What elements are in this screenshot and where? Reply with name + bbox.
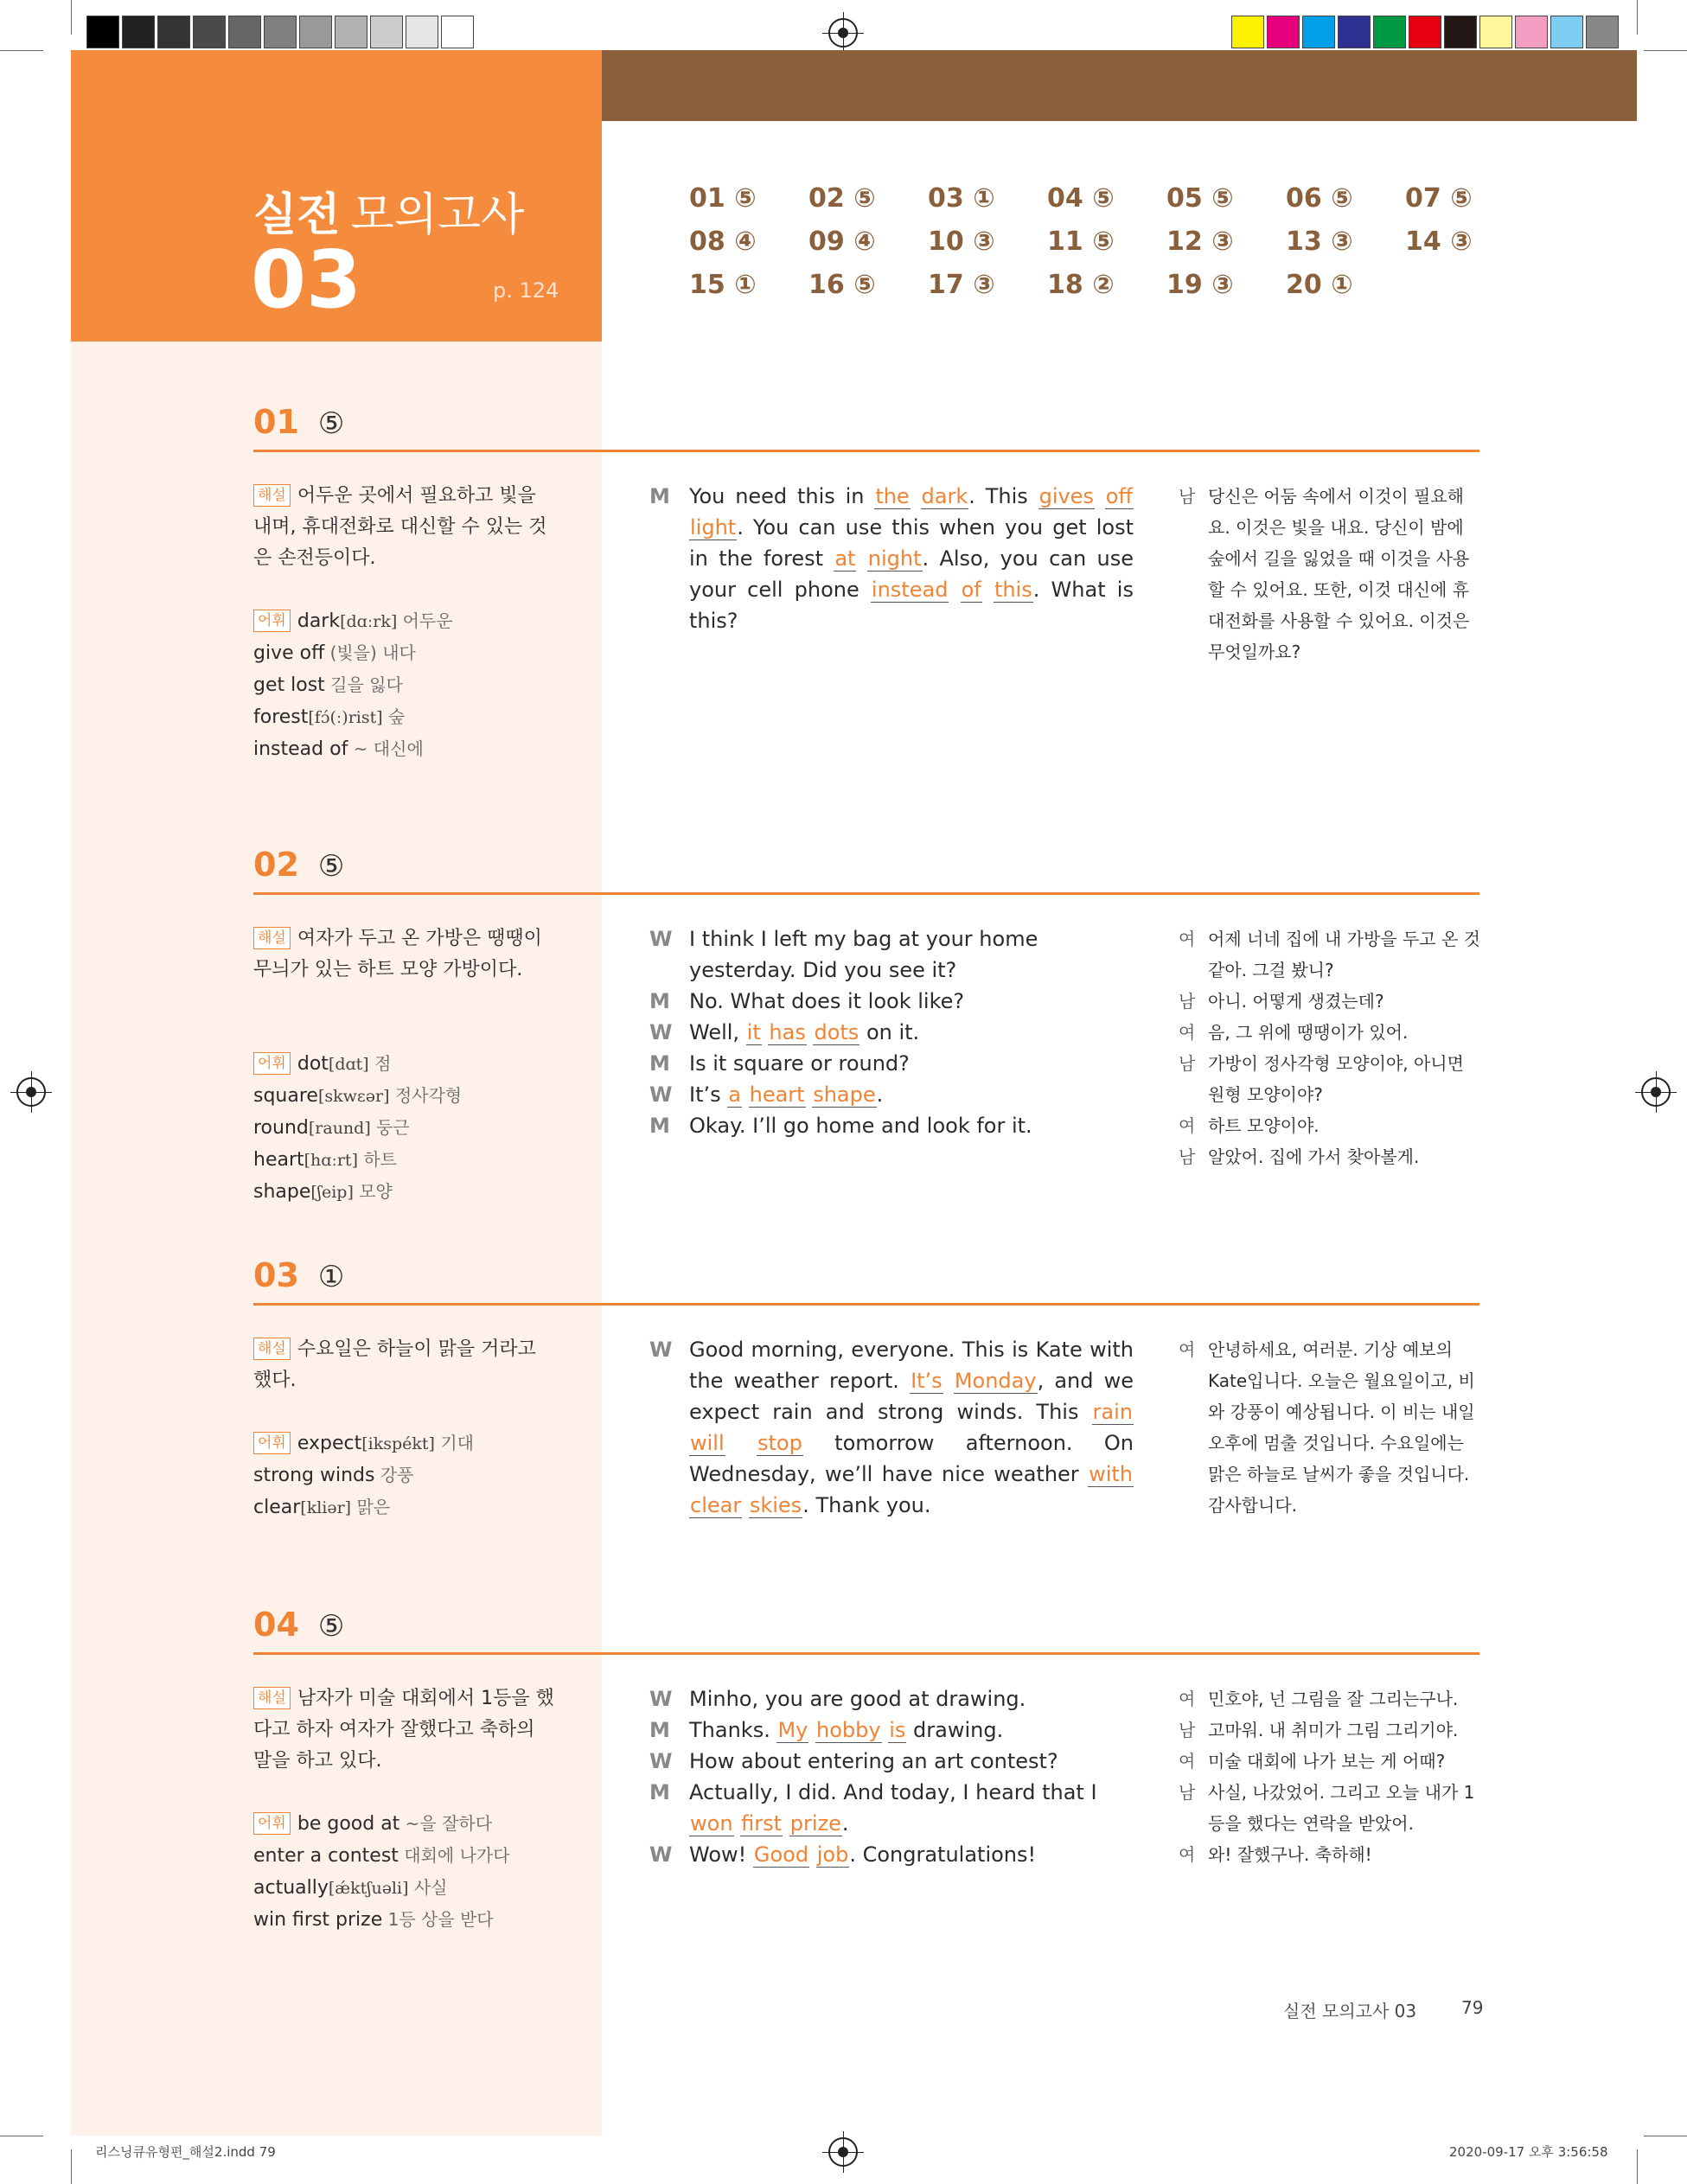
answer-choice: ⑤ [317, 1609, 345, 1644]
vocabulary-list [253, 1048, 582, 1208]
fill-in-blank: a [728, 1082, 741, 1107]
script-line: W How about entering an art contest? [649, 1746, 1134, 1777]
translation-line: 여 하트 모양이야. [1179, 1110, 1481, 1141]
crop-mark [0, 50, 43, 51]
fill-in-blank: skies [749, 1493, 802, 1517]
footer-section: 실전 모의고사 03 [1283, 2001, 1417, 2021]
korean-meaning: ~ 대신에 [348, 738, 424, 759]
explanation-tag: 해설 [253, 1687, 291, 1709]
script-line: W It’s a heart shape. [649, 1079, 1134, 1110]
registration-mark-right [1641, 1077, 1671, 1107]
vocab-item: 어휘 be good at ~을 잘하다 [253, 1808, 582, 1840]
vocab-item: shape[ʃeip] 모양 [253, 1181, 393, 1203]
answer-item: 17 ③ [928, 270, 995, 300]
vocabulary-list [253, 1427, 582, 1523]
fill-in-blank: it [746, 1020, 761, 1044]
phonetic: [dɑt] [328, 1055, 369, 1074]
color-swatch [1515, 16, 1548, 48]
vocab-item: forest[fɔ́(ː)rist] 숲 [253, 706, 406, 728]
vocab-tag: 어휘 [253, 610, 291, 632]
fill-in-blank: My [777, 1718, 808, 1742]
speaker-label: W [649, 1687, 673, 1711]
translation-line: 여 민호야, 넌 그림을 잘 그리는구나. [1179, 1683, 1481, 1715]
translation-line: 남 당신은 어둠 속에서 이것이 필요해요. 이것은 빛을 내요. 당신이 밤에 숲에서 길을 잃었을 때 이것을 사용할 수 있어요. 또한, 이것 대신에 휴대전화를 사용할 수 있어요. 이것은 무엇일까요? [1179, 481, 1481, 667]
color-swatch [335, 16, 367, 48]
fill-in-blank: is [889, 1718, 906, 1742]
vocab-item: square[skwɛər] 정사각형 [253, 1085, 463, 1107]
vocab-tag: 어휘 [253, 1812, 291, 1835]
speaker-label: M [649, 484, 670, 508]
script-line: W I think I left my bag at your home yesterday. Did you see it? [649, 923, 1134, 986]
answer-item: 05 ⑤ [1166, 183, 1234, 214]
phonetic: [dɑːrk] [340, 612, 398, 631]
color-swatch [299, 16, 332, 48]
answer-item: 13 ③ [1286, 227, 1353, 257]
answer-item: 08 ④ [689, 227, 757, 257]
answer-choice: ⑤ [317, 849, 345, 884]
script-line: M Okay. I’ll go home and look for it. [649, 1110, 1134, 1141]
translation-line: 여 음, 그 위에 땡땡이가 있어. [1179, 1017, 1481, 1048]
speaker-label: M [649, 1780, 670, 1804]
answer-item: 01 ⑤ [689, 183, 757, 214]
speaker-label: 여 [1179, 1689, 1196, 1709]
file-slug: 리스닝큐유형편_해설2.indd 79 [95, 2144, 276, 2160]
color-swatch [370, 16, 403, 48]
fill-in-blank: has [769, 1020, 806, 1044]
korean-meaning: (빛을) 내다 [324, 642, 416, 663]
fill-in-blank: It’s [911, 1369, 943, 1393]
fill-in-blank: clear [690, 1493, 742, 1517]
vocab-item: give off (빛을) 내다 [253, 642, 416, 664]
answer-item: 11 ⑤ [1047, 227, 1115, 257]
date-slug: 2020-09-17 오후 3:56:58 [1449, 2144, 1608, 2160]
speaker-label: W [649, 1749, 673, 1773]
crop-mark [71, 0, 72, 35]
vocab-item: heart[hɑːrt] 하트 [253, 1149, 397, 1171]
fill-in-blank: of [961, 578, 981, 602]
color-swatch [1338, 16, 1371, 48]
vocab-item: 어휘 expect[ikspékt] 기대 [253, 1427, 582, 1459]
fill-in-blank: night [867, 546, 922, 571]
fill-in-blank: this [994, 578, 1032, 602]
fill-in-blank: won [690, 1811, 733, 1836]
korean-meaning: 모양 [353, 1181, 393, 1202]
listening-script [649, 1683, 1134, 1870]
color-swatch [1302, 16, 1335, 48]
listening-script [649, 1334, 1134, 1521]
translation-line: 남 알았어. 집에 가서 찾아볼게. [1179, 1141, 1481, 1172]
vocab-item: clear[kliər] 맑은 [253, 1497, 391, 1518]
color-swatch [264, 16, 297, 48]
vocab-item: actually[ǽktʃuəli] 사실 [253, 1877, 448, 1899]
korean-translation [1179, 923, 1481, 1172]
fill-in-blank: stop [757, 1431, 802, 1455]
speaker-label: 남 [1179, 1782, 1196, 1803]
answer-item: 12 ③ [1166, 227, 1234, 257]
translation-line: 남 가방이 정사각형 모양이야, 아니면 원형 모양이야? [1179, 1048, 1481, 1110]
color-swatch [1586, 16, 1619, 48]
translation-line: 여 어제 너네 집에 내 가방을 두고 온 것 같아. 그걸 봤니? [1179, 923, 1481, 986]
answer-item: 19 ③ [1166, 270, 1234, 300]
explanation: 해설 남자가 미술 대회에서 1등을 했다고 하자 여자가 잘했다고 축하의 말을 하고 있다. [253, 1688, 554, 1772]
speaker-label: 남 [1179, 991, 1196, 1012]
color-swatch [1479, 16, 1512, 48]
phonetic: [raund] [308, 1119, 371, 1138]
registration-mark-top [828, 18, 858, 48]
speaker-label: 여 [1179, 1022, 1196, 1043]
speaker-label: 남 [1179, 1146, 1196, 1167]
vocab-item: round[raund] 둥근 [253, 1117, 410, 1139]
translation-line: 남 아니. 어떻게 생겼는데? [1179, 986, 1481, 1017]
answer-item: 14 ③ [1405, 227, 1473, 257]
fill-in-blank: first [741, 1811, 783, 1836]
fill-in-blank: light [690, 515, 737, 540]
section-divider [253, 1652, 1479, 1655]
korean-meaning: 정사각형 [389, 1085, 463, 1106]
speaker-label: W [649, 1020, 673, 1044]
explanation: 해설 어두운 곳에서 필요하고 빛을 내며, 휴대전화로 대신할 수 있는 것은 손전등이다. [253, 485, 547, 569]
script-line: W Minho, you are good at drawing. [649, 1683, 1134, 1715]
color-swatch [1267, 16, 1300, 48]
color-swatch [441, 16, 474, 48]
question-number: 03 ① [253, 1256, 345, 1294]
answer-band [602, 50, 1637, 121]
korean-meaning: 둥근 [370, 1117, 410, 1138]
page-number: 79 [1461, 1997, 1484, 2018]
answer-item: 10 ③ [928, 227, 995, 257]
speaker-label: 남 [1179, 486, 1196, 507]
vocab-item: win first prize 1등 상을 받다 [253, 1909, 494, 1931]
explanation-tag: 해설 [253, 1338, 291, 1360]
vocab-item: get lost 길을 잃다 [253, 674, 403, 696]
translation-line: 여 안녕하세요, 여러분. 기상 예보의 Kate입니다. 오늘은 월요일이고, 비와 강풍이 예상됩니다. 이 비는 내일 오후에 멈출 것입니다. 수요일에는 맑은 하늘로 날씨가 좋을 것입니다. 감사합니다. [1179, 1334, 1481, 1521]
phonetic: [skwɛər] [317, 1087, 390, 1106]
explanation-tag: 해설 [253, 484, 291, 507]
page-reference: p. 124 [493, 278, 559, 303]
color-swatch [1444, 16, 1477, 48]
crop-mark [1637, 0, 1638, 35]
script-line: W Good morning, everyone. This is Kate with the weather report. It’s Monday, and we expect rain and strong winds. This rain will stop tomorrow afternoon. On Wednesday, we’ll have nice weather with clear skies. Thank you. [649, 1334, 1134, 1521]
korean-translation [1179, 1683, 1481, 1870]
script-line: M Thanks. My hobby is drawing. [649, 1715, 1134, 1746]
color-swatch [1373, 16, 1406, 48]
fill-in-blank: gives [1038, 484, 1094, 508]
answer-item: 03 ① [928, 183, 995, 214]
vocab-item: enter a contest 대회에 나가다 [253, 1845, 510, 1867]
speaker-label: M [649, 1718, 670, 1742]
vocab-item: 어휘 dot[dɑt] 점 [253, 1048, 582, 1080]
speaker-label: M [649, 1051, 670, 1076]
answer-item: 06 ⑤ [1286, 183, 1353, 214]
vocabulary-list [253, 1808, 582, 1936]
phonetic: [ʃeip] [310, 1183, 354, 1202]
answer-item: 07 ⑤ [1405, 183, 1473, 214]
korean-meaning: 1등 상을 받다 [382, 1909, 494, 1930]
color-swatch [1409, 16, 1441, 48]
script-line: M Actually, I did. And today, I heard that I won first prize. [649, 1777, 1134, 1839]
phonetic: [fɔ́(ː)rist] [308, 708, 383, 727]
crop-mark [1644, 50, 1687, 51]
speaker-label: 여 [1179, 1115, 1196, 1136]
fill-in-blank: prize [789, 1811, 841, 1836]
color-swatch [406, 16, 438, 48]
fill-in-blank: at [834, 546, 856, 571]
phonetic: [ikspékt] [361, 1434, 435, 1453]
speaker-label: 여 [1179, 929, 1196, 949]
test-number: 03 [251, 233, 362, 326]
translation-line: 여 미술 대회에 나가 보는 게 어때? [1179, 1746, 1481, 1777]
vocabulary-list [253, 605, 582, 765]
speaker-label: W [649, 1338, 673, 1362]
color-swatch [86, 16, 119, 48]
fill-in-blank: dark [921, 484, 968, 508]
answer-item: 16 ⑤ [808, 270, 876, 300]
korean-meaning: 사실 [408, 1877, 448, 1898]
speaker-label: W [649, 1082, 673, 1107]
vocab-tag: 어휘 [253, 1052, 291, 1075]
korean-meaning: 점 [368, 1053, 392, 1074]
script-line: W Wow! Good job. Congratulations! [649, 1839, 1134, 1870]
speaker-label: M [649, 989, 670, 1013]
listening-script [649, 923, 1134, 1141]
phonetic: [ǽktʃuəli] [328, 1879, 409, 1898]
vocab-item: instead of ~ 대신에 [253, 738, 424, 760]
fill-in-blank: heart [749, 1082, 805, 1107]
fill-in-blank: Monday [954, 1369, 1037, 1393]
listening-script [649, 481, 1134, 636]
question-number: 01 ⑤ [253, 403, 345, 441]
translation-line: 남 사실, 나갔었어. 그리고 오늘 내가 1등을 했다는 연락을 받았어. [1179, 1777, 1481, 1839]
script-line: M You need this in the dark. This gives off light. You can use this when you get lost in the forest at night. Also, you can use your cell phone instead of this. What is this? [649, 481, 1134, 636]
fill-in-blank: shape [813, 1082, 876, 1107]
phonetic: [kliər] [300, 1498, 352, 1517]
vocab-tag: 어휘 [253, 1432, 291, 1454]
script-line: M Is it square or round? [649, 1048, 1134, 1079]
fill-in-blank: will [690, 1431, 725, 1455]
color-swatch [1231, 16, 1264, 48]
korean-meaning: 숲 [382, 706, 406, 727]
answer-item: 18 ② [1047, 270, 1115, 300]
script-line: W Well, it has dots on it. [649, 1017, 1134, 1048]
color-swatch [1550, 16, 1583, 48]
fill-in-blank: the [875, 484, 910, 508]
answer-item: 20 ① [1286, 270, 1353, 300]
fill-in-blank: job [816, 1842, 849, 1867]
translation-line: 여 와! 잘했구나. 축하해! [1179, 1839, 1481, 1870]
color-swatch [228, 16, 261, 48]
korean-meaning: 길을 잃다 [324, 674, 403, 695]
vocab-item: strong winds 강풍 [253, 1465, 414, 1486]
fill-in-blank: rain [1092, 1400, 1133, 1424]
korean-meaning: 강풍 [374, 1465, 414, 1485]
section-divider [253, 892, 1479, 895]
phonetic: [hɑːrt] [304, 1151, 358, 1170]
speaker-label: M [649, 1114, 670, 1138]
explanation: 해설 여자가 두고 온 가방은 땡땡이 무늬가 있는 하트 모양 가방이다. [253, 928, 542, 980]
explanation: 해설 수요일은 하늘이 맑을 거라고 했다. [253, 1338, 536, 1391]
fill-in-blank: hobby [816, 1718, 881, 1742]
korean-meaning: 기대 [434, 1433, 474, 1453]
speaker-label: 여 [1179, 1751, 1196, 1772]
fill-in-blank: off [1105, 484, 1133, 508]
fill-in-blank: Good [753, 1842, 809, 1867]
answer-choice: ① [317, 1260, 345, 1294]
speaker-label: 여 [1179, 1844, 1196, 1865]
question-number: 02 ⑤ [253, 846, 345, 884]
speaker-label: 여 [1179, 1339, 1196, 1360]
answer-choice: ⑤ [317, 406, 345, 441]
speaker-label: W [649, 1842, 673, 1867]
script-line: M No. What does it look like? [649, 986, 1134, 1017]
speaker-label: 남 [1179, 1720, 1196, 1740]
fill-in-blank: with [1089, 1462, 1133, 1486]
color-swatch [157, 16, 190, 48]
question-number: 04 ⑤ [253, 1606, 345, 1644]
crop-mark [1637, 2149, 1638, 2184]
vocab-item: 어휘 dark[dɑːrk] 어두운 [253, 605, 582, 637]
korean-meaning: ~을 잘하다 [399, 1813, 493, 1834]
registration-mark-left [16, 1077, 46, 1107]
speaker-label: W [649, 927, 673, 951]
color-swatch [193, 16, 226, 48]
fill-in-blank: instead [871, 578, 949, 602]
korean-meaning: 맑은 [351, 1497, 391, 1517]
korean-meaning: 어두운 [397, 610, 453, 631]
section-divider [253, 450, 1479, 452]
crop-mark [71, 2149, 72, 2184]
translation-line: 남 고마워. 내 취미가 그림 그리기야. [1179, 1715, 1481, 1746]
page-title: 실전 모의고사 [253, 189, 525, 241]
speaker-label: 남 [1179, 1053, 1196, 1074]
answer-item: 15 ① [689, 270, 757, 300]
explanation-tag: 해설 [253, 927, 291, 949]
korean-meaning: 하트 [357, 1149, 397, 1170]
color-swatch [122, 16, 155, 48]
section-divider [253, 1303, 1479, 1306]
korean-meaning: 대회에 나가다 [398, 1845, 510, 1866]
registration-mark-bottom [828, 2137, 858, 2167]
korean-translation [1179, 481, 1481, 667]
fill-in-blank: dots [814, 1020, 859, 1044]
korean-translation [1179, 1334, 1481, 1521]
answer-item: 02 ⑤ [808, 183, 876, 214]
answer-item: 04 ⑤ [1047, 183, 1115, 214]
answer-item: 09 ④ [808, 227, 876, 257]
